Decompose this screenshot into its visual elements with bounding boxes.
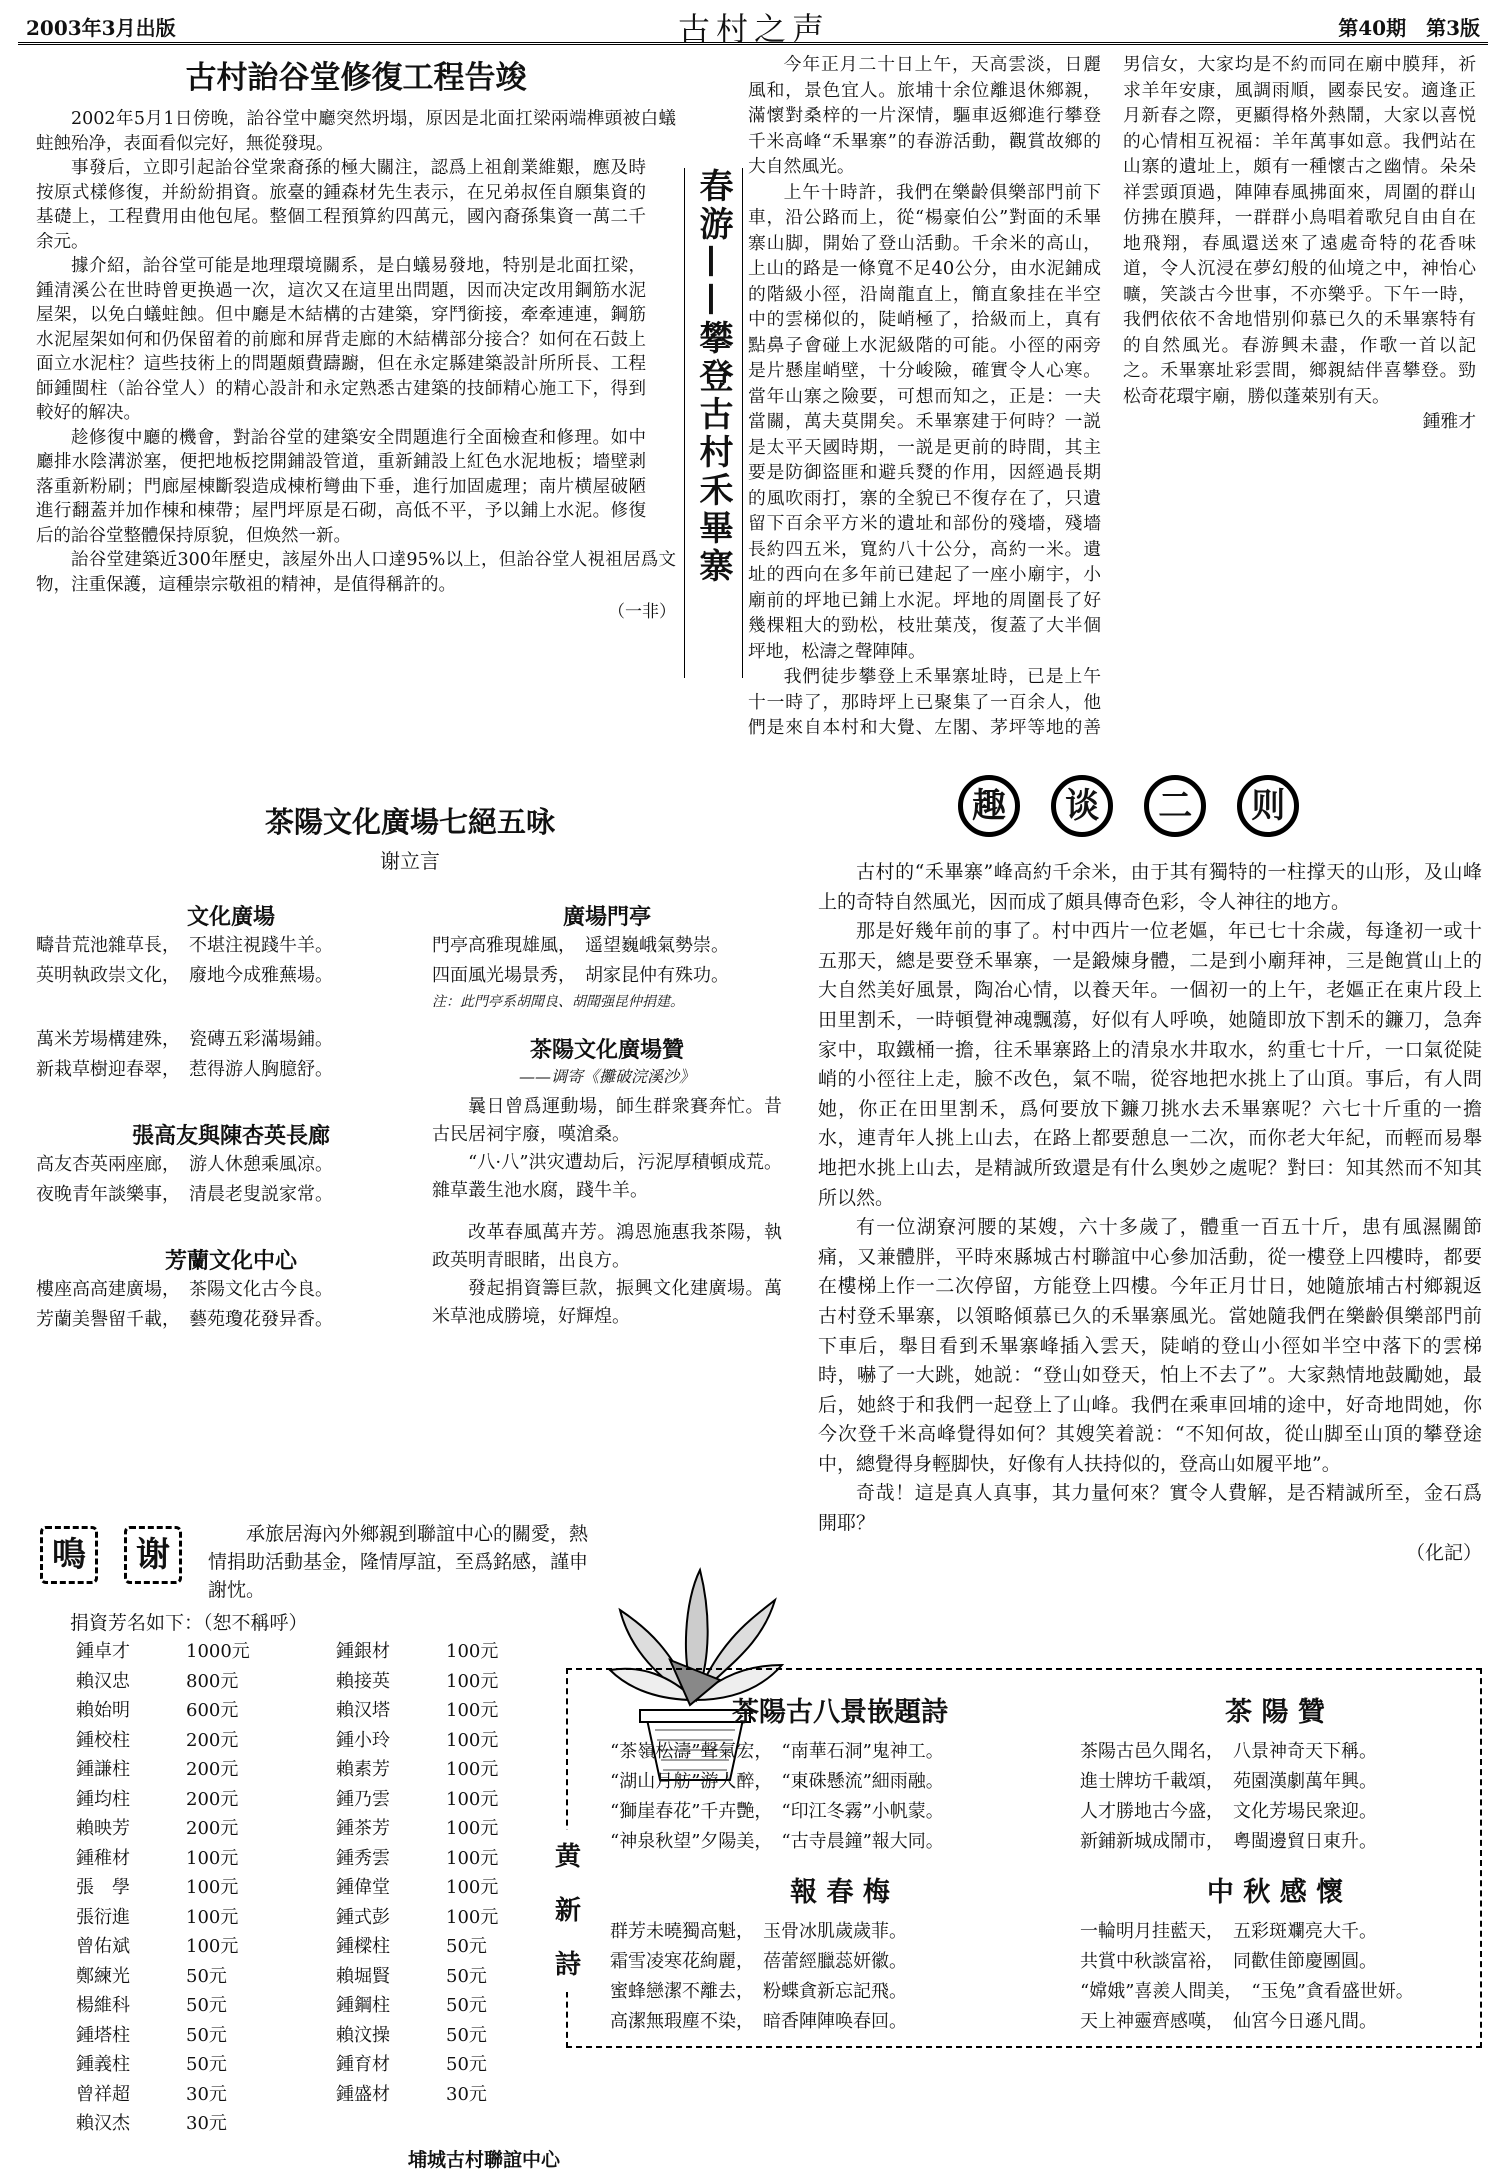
donor-row xyxy=(336,2080,586,2110)
poem-title: 芳蘭文化中心 xyxy=(164,1248,297,1274)
byline: （化記） xyxy=(1405,1541,1482,1564)
donor-name: 賴接英 xyxy=(336,1670,390,1692)
donor-name: 鍾育材 xyxy=(336,2054,390,2075)
donor-row xyxy=(336,1785,586,1815)
poem-line: “獅崖春花”千卉艷， “印江冬霧”小帆蒙。 xyxy=(610,1801,944,1822)
donor-amount: 100元 xyxy=(446,1788,499,1810)
page-header xyxy=(18,4,1488,48)
poem-line: 四面風光場景秀， 胡家昆仲有殊功。 xyxy=(432,965,729,986)
donor-row xyxy=(76,1932,336,1962)
donor-name: 鍾偉堂 xyxy=(336,1877,390,1898)
article-two-anecdotes xyxy=(818,775,1478,845)
poem-line: 一輪明月挂藍天， 五彩斑斕亮大千。 xyxy=(1080,1921,1377,1942)
donor-row xyxy=(76,1667,336,1697)
poem-line: 蜜蜂戀潔不離去， 粉蝶貪新忘記飛。 xyxy=(610,1981,907,2002)
poem-line: 群芳未曉獨高魁， 玉骨冰肌歲歲菲。 xyxy=(610,1921,907,1942)
donor-row xyxy=(76,1962,336,1992)
donor-name: 賴堀賢 xyxy=(336,1965,390,1987)
donor-name: 鍾謙柱 xyxy=(76,1759,130,1780)
thanks-badge xyxy=(40,1526,208,1584)
article-title: 古村詒谷堂修復工程告竣 xyxy=(185,60,527,96)
paragraph: 有一位湖寮河腰的某嫂，六十多歲了，體重一百五十斤，患有風濕關節痛，又兼體胖，平時來縣城古村聯誼中心參加活動，從一樓登上四樓時，都要在樓梯上作一二次停留，方能登上四樓。今年正月廿日，她隨旅埔古村鄉親返古村登禾畢寨，以領略傾慕已久的禾畢寨風光。當她隨我們在樂齡俱樂部門前下車后，舉目看到禾畢寨峰插入雲天，陡峭的登山小徑如半空中落下的雲梯時，嚇了一大跳，她説：“登山如登天，怕上不去了”。大家熱情地鼓勵她，最后，她終于和我們一起登上了山峰。我們在乘車回埔的途中，好奇地問她，你今次登千米高峰覺得如何？其嫂笑着説：“不知何故，從山脚至山頂的攀登途中，總覺得身輕脚快，好像有人扶持似的，登高山如履平地”。 xyxy=(818,1216,1482,1475)
poem-mid-autumn xyxy=(1080,1870,1470,2037)
anecdotes-heading xyxy=(958,775,1478,837)
poem-line: 新鋪新城成鬧市， 粵閩邊貿日東升。 xyxy=(1080,1831,1377,1852)
donor-amount: 800元 xyxy=(186,1670,239,1692)
article-spring-outing xyxy=(748,52,1476,752)
donor-amount: 50元 xyxy=(446,1965,487,1987)
side-char: 詩 xyxy=(554,1950,581,1980)
donor-row xyxy=(76,2109,336,2139)
donor-amount: 100元 xyxy=(446,1877,499,1898)
donor-name: 楊維科 xyxy=(76,1995,130,2016)
poem-title: 茶 陽 贊 xyxy=(1225,1697,1325,1728)
donor-name: 鍾塔柱 xyxy=(76,2024,130,2046)
poem-line: 門亭高雅現雄風， 遥望巍峨氣勢崇。 xyxy=(432,935,729,956)
donor-amount: 50元 xyxy=(446,2054,487,2075)
donor-name: 鍾小玲 xyxy=(336,1729,390,1751)
article-restoration xyxy=(36,52,676,622)
donor-name: 鍾秀雲 xyxy=(336,1847,390,1869)
donor-amount: 100元 xyxy=(446,1818,499,1839)
poem-line: 疇昔荒池雜草長， 不堪注視踐牛羊。 xyxy=(36,935,333,956)
donor-amount: 100元 xyxy=(446,1906,499,1928)
donor-row xyxy=(336,1991,586,2021)
donor-name: 鍾樑柱 xyxy=(336,1936,390,1957)
donor-amount: 100元 xyxy=(186,1847,239,1869)
donor-amount: 50元 xyxy=(186,2054,227,2075)
poem-line: 人才勝地古今盛， 文化芳場民衆迎。 xyxy=(1080,1801,1377,1822)
heading-char: 二 xyxy=(1144,775,1206,837)
donor-row xyxy=(76,1873,336,1903)
donor-name: 曾佑斌 xyxy=(76,1936,130,1957)
ci-stanza: 改革春風萬卉芳。鴻恩施惠我茶陽，執政英明青眼睹，出良方。 xyxy=(432,1222,782,1271)
poem-title: 茶陽文化廣場贊 xyxy=(529,1037,684,1063)
donor-row xyxy=(76,1637,336,1667)
spring-outing-vertical-title: 春游——攀登古村禾畢寨 xyxy=(684,168,743,678)
paragraph: 我們徒步攀登上禾畢寨址時，已是上午十一時了，那時坪上已聚集了一百余人，他們是來自本村和大覺、左閣、茅坪等地的善男信女，大家均是不約而同在廟中膜拜，祈求羊年安康，風調雨順，國泰民安。適逢正月新春之際，更顯得格外熱鬧，大家以喜悦的心情相互祝福：羊年萬事如意。我們站在山寨的遺址上，頗有一種懷古之幽情。朵朵祥雲頭頂過，陣陣春風拂面來，周圍的群山仿拂在膜拜，一群群小鳥唱着歌兒自由自在地飛翔，春風還送來了遠處奇特的花香味道，令人沉浸在夢幻般的仙境之中，神怡心曠，笑談古今世事，不亦樂乎。下午一時，我們依依不舍地惜别仰慕已久的禾畢寨特有的自然風光。春游興未盡，作歌一首以記之。禾畢寨址彩雲間，鄉親結伴喜攀登。勁松奇花環宇廟，勝似蓬萊别有天。 xyxy=(748,54,1476,738)
donor-amount: 50元 xyxy=(186,1995,227,2016)
donor-row xyxy=(76,1814,336,1844)
donor-row xyxy=(76,1785,336,1815)
poem-title: 中 秋 感 懷 xyxy=(1206,1877,1344,1908)
thanks-section xyxy=(40,1520,600,2172)
donor-name: 鍾校柱 xyxy=(76,1729,130,1751)
donor-amount: 100元 xyxy=(446,1641,499,1662)
donor-amount: 50元 xyxy=(446,2024,487,2046)
donor-amount: 100元 xyxy=(446,1847,499,1869)
donor-name: 鍾均柱 xyxy=(76,1788,130,1810)
badge-char: 鳴 xyxy=(40,1526,98,1584)
donor-row xyxy=(336,1667,586,1697)
donor-row xyxy=(76,2080,336,2110)
donor-amount: 30元 xyxy=(186,2083,227,2105)
donor-row xyxy=(336,2021,586,2051)
donor-name: 賴汉忠 xyxy=(76,1670,130,1692)
donor-row xyxy=(76,1991,336,2021)
author: 谢立言 xyxy=(380,849,440,873)
donor-name: 鍾義柱 xyxy=(76,2054,130,2075)
donor-amount: 200元 xyxy=(186,1759,239,1780)
poem-block-right xyxy=(432,900,782,1331)
badge-char: 谢 xyxy=(124,1526,182,1584)
ci-stanza: 曩日曾爲運動場，師生群衆賽奔忙。昔古民居祠宇廢，嘆滄桑。 xyxy=(432,1096,782,1145)
side-char: 新 xyxy=(554,1896,581,1926)
donor-amount: 1000元 xyxy=(186,1641,250,1662)
poem-line: 茶陽古邑久聞名， 八景神奇天下稱。 xyxy=(1080,1741,1377,1762)
donor-name: 張衍進 xyxy=(76,1906,130,1928)
thanks-intro: 承旅居海內外鄉親到聯誼中心的關愛，熱情捐助活動基金，隆情厚誼，至爲銘感，謹申謝忱。 xyxy=(208,1523,589,1601)
article-title: 茶陽文化廣場七絕五咏 xyxy=(264,805,555,839)
poem-block-left xyxy=(36,900,426,1335)
poem-title: 廣場門亭 xyxy=(562,904,651,930)
poem-note: 注：此門亭系胡聞良、胡聞强昆仲捐建。 xyxy=(432,994,684,1010)
donor-column-left xyxy=(76,1637,336,2139)
donor-amount: 100元 xyxy=(186,1906,239,1928)
donor-row xyxy=(76,1726,336,1756)
donor-row xyxy=(76,1696,336,1726)
poem-spring-plum xyxy=(610,1870,1070,2037)
donor-amount: 200元 xyxy=(186,1729,239,1751)
donor-name: 鍾銀材 xyxy=(336,1641,390,1662)
donor-row xyxy=(336,2050,586,2080)
donor-name: 鍾盛材 xyxy=(336,2083,390,2105)
donor-amount: 100元 xyxy=(446,1759,499,1780)
donor-name: 賴汉杰 xyxy=(76,2113,130,2134)
donor-amount: 50元 xyxy=(446,1995,487,2016)
donor-name: 鍾茶芳 xyxy=(336,1818,390,1839)
paragraph: 詒谷堂建築近300年歷史，該屋外出人口達95%以上，但詒谷堂人視祖居爲文物，注重保護，這種崇宗敬祖的精神，是值得稱許的。 xyxy=(36,550,676,595)
heading-char: 则 xyxy=(1237,775,1299,837)
donor-amount: 30元 xyxy=(186,2113,227,2134)
donor-amount: 50元 xyxy=(186,1965,227,1987)
donor-name: 賴素芳 xyxy=(336,1759,390,1780)
poem-line: “茶嶺松濤”聲氣宏， “南華石洞”鬼神工。 xyxy=(610,1741,944,1762)
poem-line: 樓座高高建廣場， 茶陽文化古今良。 xyxy=(36,1279,333,1300)
donor-row xyxy=(336,1755,586,1785)
poem-line: 萬米芳場構建殊， 瓷磚五彩滿場鋪。 xyxy=(36,1029,333,1050)
ci-stanza: 發起捐資籌巨款，振興文化建廣場。萬米草池成勝境，好輝煌。 xyxy=(432,1278,782,1327)
byline: （一非） xyxy=(608,602,676,622)
donor-row xyxy=(336,1726,586,1756)
issue-number: 第40期 第3版 xyxy=(1338,16,1480,40)
donor-list-heading: 捐資芳名如下：（恕不稱呼） xyxy=(70,1612,308,1634)
donor-name: 賴汉塔 xyxy=(336,1700,390,1721)
poem-line: “神泉秋望”夕陽美， “古寺晨鐘”報大同。 xyxy=(610,1831,944,1852)
donor-amount: 50元 xyxy=(186,2024,227,2046)
poem-title: 文化廣場 xyxy=(186,904,275,930)
donor-name: 曾祥超 xyxy=(76,2083,130,2105)
anecdotes-body xyxy=(818,858,1482,1568)
paragraph: 趁修復中廳的機會，對詒谷堂的建築安全問題進行全面檢查和修理。如中廳排水陰溝淤塞，便把地板挖開鋪設管道，重新鋪設上紅色水泥地板；墻壁剥落重新粉刷；門廊屋棟斷裂造成棟桁彎曲下垂，進行加固處理；南片横屋破陋進行翻蓋并加作棟和棟帶；屋門坪原是石砌，高低不平，予以鋪上水泥。修復后的詒谷堂整體保持原貌，但焕然一新。 xyxy=(36,427,646,546)
paragraph: 事發后，立即引起詒谷堂衆裔孫的極大關注，認爲上祖創業維艱，應及時按原式樣修復，并紛紛捐資。旅臺的鍾森材先生表示，在兄弟叔侄自願集資的基礎上，工程費用由他包尾。整個工程預算約四萬元，國內裔孫集資一萬二千余元。 xyxy=(36,158,646,252)
donor-row xyxy=(76,2050,336,2080)
donor-name: 鍾式彭 xyxy=(336,1906,390,1928)
side-char: 黄 xyxy=(554,1842,581,1872)
donor-amount: 100元 xyxy=(446,1700,499,1721)
poem-title: 報 春 梅 xyxy=(790,1877,890,1908)
poem-title: 茶陽古八景嵌題詩 xyxy=(732,1697,948,1728)
donor-name: 賴始明 xyxy=(76,1700,130,1721)
poem-line: 英明執政崇文化， 廢地今成雅蕪場。 xyxy=(36,965,333,986)
donor-name: 鍾卓才 xyxy=(76,1641,130,1662)
poem-line: “湖山月舫”游人醉， “東硃懸流”細雨融。 xyxy=(610,1771,944,1792)
new-poems-side-label xyxy=(548,1830,588,1992)
donor-row xyxy=(76,1903,336,1933)
donor-amount: 100元 xyxy=(446,1670,499,1692)
donor-amount: 50元 xyxy=(446,1936,487,1957)
donor-name: 鍾乃雲 xyxy=(336,1788,390,1810)
poem-line: “嫦娥”喜羨人間美， “玉兔”貪看盛世妍。 xyxy=(1080,1981,1414,2002)
donor-name: 賴映芳 xyxy=(76,1818,130,1839)
poem-title: 張高友與陳杏英長廊 xyxy=(131,1123,330,1149)
poem-line: 高友杏英兩座廊， 游人休憩乘風凉。 xyxy=(36,1154,333,1175)
heading-char: 趣 xyxy=(958,775,1020,837)
paragraph: 據介紹，詒谷堂可能是地理環境關系，是白蟻易發地，特别是北面扛梁，鍾清溪公在世時曾更换過一次，這次又在這里出問題，因而决定改用鋼筋水泥屋架，以免白蟻蛀蝕。但中廳是木結構的古建築，穿鬥銜接，牽牽連連，鋼筋水泥屋架如何和仍保留着的前廊和屏背走廊的木結構部分接合？如何在石鼓上面立水泥柱？這些技術上的問題頗費躊躕，但在永定縣建築設計所所長、工程師鍾閩柱（詒谷堂人）的精心設計和永定熟悉古建築的技師精心施工下，得到較好的解决。 xyxy=(36,256,646,423)
heading-char: 谈 xyxy=(1051,775,1113,837)
donor-row xyxy=(336,1637,586,1667)
poem-subtitle: ——调寄《攤破浣溪沙》 xyxy=(518,1067,695,1086)
donor-name: 鄭練光 xyxy=(76,1965,130,1987)
donor-name: 鍾稚材 xyxy=(76,1847,130,1869)
poem-eight-scenes xyxy=(610,1690,1070,1857)
donor-row xyxy=(76,2021,336,2051)
donor-amount: 200元 xyxy=(186,1788,239,1810)
donor-name: 張 學 xyxy=(76,1877,130,1898)
donor-amount: 30元 xyxy=(446,2083,487,2105)
byline: 鍾雅才 xyxy=(1422,411,1476,432)
poem-line: 新栽草樹迎春翠， 惹得游人胸臆舒。 xyxy=(36,1059,333,1080)
donor-name: 鍾鋼柱 xyxy=(336,1995,390,2016)
donor-name: 賴汶操 xyxy=(336,2024,390,2046)
donor-amount: 100元 xyxy=(186,1877,239,1898)
issue-date: 2003年3月出版 xyxy=(26,16,176,40)
donor-amount: 600元 xyxy=(186,1700,239,1721)
ci-stanza: “八·八”洪灾遭劫后，污泥厚積頓成荒。雜草叢生池水腐，踐牛羊。 xyxy=(432,1152,782,1201)
poem-line: 高潔無瑕塵不染， 暗香陣陣唤春回。 xyxy=(610,2011,907,2032)
donor-row xyxy=(76,1844,336,1874)
poem-line: 天上神靈齊感嘆， 仙宮今日遜凡間。 xyxy=(1080,2011,1377,2032)
poem-chayang-praise xyxy=(1080,1690,1470,1857)
poem-line: 共賞中秋談富裕， 同歡佳節慶團圓。 xyxy=(1080,1951,1377,1972)
poem-line: 夜晚青年談樂事， 清晨老叟説家常。 xyxy=(36,1184,333,1205)
donor-table xyxy=(76,1637,600,2139)
poem-line: 霜雪凌寒花絢麗， 蓓蕾經臘蕊妍徽。 xyxy=(610,1951,907,1972)
paragraph: 那是好幾年前的事了。村中西片一位老嫗，年已七十余歲，每逢初一或十五那天，總是要登禾畢寨，一是鍛煉身體，二是到小廟拜神，三是飽賞山上的大自然美好風景，陶冶心情，以養天年。一個初一的上午，老嫗正在東片段上田里割禾，一時頓覺神魂飄蕩，好似有人呼唤，她隨即放下割禾的鐮刀，急奔家中，取鐵桶一擔，往禾畢寨路上的清泉水井取水，約重七十斤，一口氣從陡峭的小徑往上走，臉不改色，氣不喘，從容地把水挑上了山頂。事后，有人問她，你正在田里割禾，爲何要放下鐮刀挑水去禾畢寨呢？六七十斤重的一擔水，連青年人挑上山去，在路上都要憩息一二次，而你老大年紀，而輕而易舉地把水挑上山去，是精誠所致還是有什么奥妙之處呢？對曰：知其然而不知其所以然。 xyxy=(818,920,1482,1209)
donor-amount: 200元 xyxy=(186,1818,239,1839)
paragraph: 古村的“禾畢寨”峰高約千余米，由于其有獨特的一柱撑天的山形，及山峰上的奇特自然風光，因而成了頗具傳奇色彩，令人神往的地方。 xyxy=(818,861,1482,913)
donor-row xyxy=(336,1696,586,1726)
newspaper-name: 古村之声 xyxy=(678,10,831,48)
article-culture-square-poems xyxy=(30,800,790,888)
paragraph: 奇哉！這是真人真事，其力量何來？實令人費解，是否精誠所至，金石爲開耶？ xyxy=(818,1482,1482,1535)
donor-amount: 100元 xyxy=(446,1729,499,1751)
thanks-signoff: 埔城古村聯誼中心 xyxy=(407,2148,560,2171)
paragraph: 今年正月二十日上午，天高雲淡，日麗風和，景色宜人。旅埔十余位離退休鄉親，滿懷對桑梓的一片深情，驅車返鄉進行攀登千米高峰“禾畢寨”的春游活動，觀賞故鄉的大自然風光。 xyxy=(748,54,1101,177)
donor-row xyxy=(76,1755,336,1785)
paragraph: 上午十時許，我們在樂齡俱樂部門前下車，沿公路而上，從“楊豪伯公”對面的禾畢寨山脚，開始了登山活動。千余米的高山，上山的路是一條寬不足40公分，由水泥鋪成的階級小徑，沿崗龍直上，簡直象挂在半空中的雲梯似的，陡峭極了，拾級而上，真有點鼻子會碰上水泥級階的可能。小徑的兩旁是片懸崖峭壁，十分峻險，確實令人心寒。當年山寨之險要，可想而知之，正是：一夫當關，萬夫莫開矣。禾畢寨建于何時？一説是太平天國時期，一説是更前的時間，其主要是防御盜匪和避兵燹的作用，因經過長期的風吹雨打，寨的全貌已不復存在了，只遺留下百余平方米的遺址和部份的殘墻，殘墻長約四五米，寬約八十公分，高約一米。遺址的西向在多年前已建起了一座小廟宇，小廟前的坪地已鋪上水泥。坪地的周圍長了好幾棵粗大的勁松，枝壯葉茂，復蓋了大半個坪地，松濤之聲陣陣。 xyxy=(748,181,1101,662)
donor-amount: 100元 xyxy=(186,1936,239,1957)
poem-line: 芳蘭美譽留千載， 藝苑瓊花發异香。 xyxy=(36,1309,333,1330)
paragraph: 2002年5月1日傍晚，詒谷堂中廳突然坍塌，原因是北面扛梁兩端榫頭被白蟻蛀蝕殆净，表面看似完好，無從發現。 xyxy=(36,109,676,154)
poem-line: 進士牌坊千載頌， 苑園漢劇萬年興。 xyxy=(1080,1771,1377,1792)
